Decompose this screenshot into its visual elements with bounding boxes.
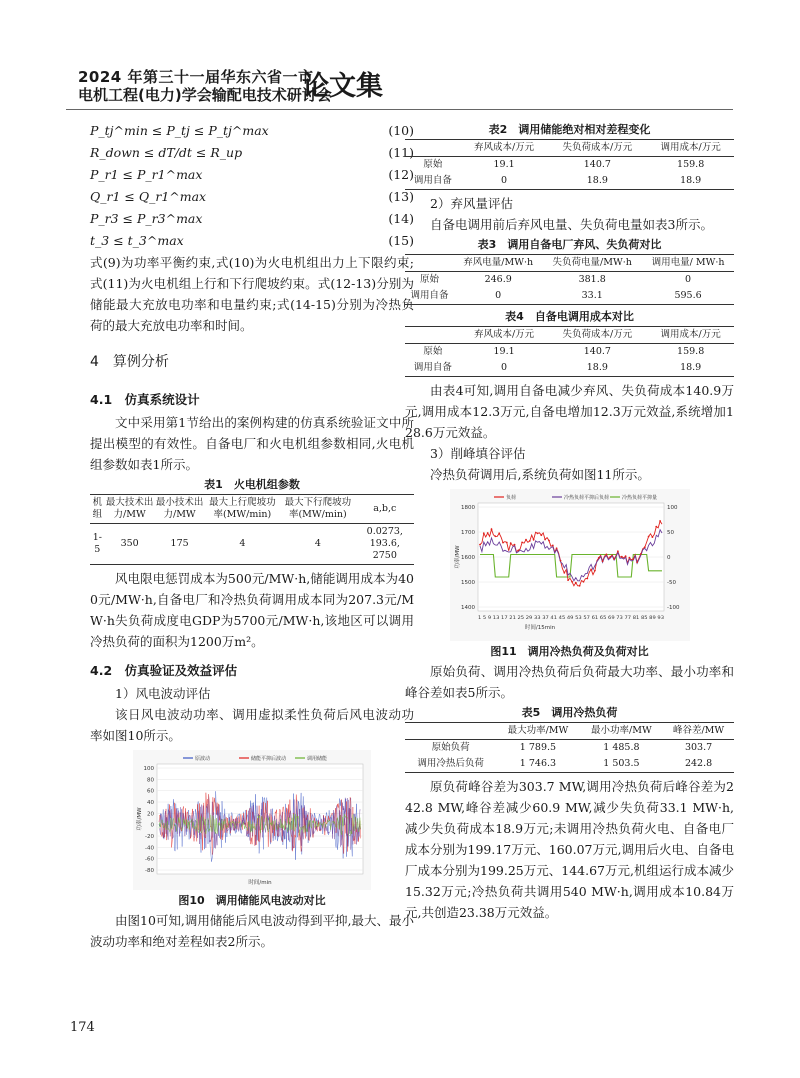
table-header-cell: 峰谷差/MW <box>663 723 734 740</box>
equation-text: R_down ≤ dT/dt ≤ R_up <box>90 145 243 160</box>
figure-11-point <box>498 532 500 534</box>
figure-11-point <box>655 526 657 528</box>
subsection-wind: 1）风电波动评估 <box>115 686 211 701</box>
table-header-cell: 失负荷成本/万元 <box>547 327 647 344</box>
figure-10-legend-label: 原波动 <box>195 756 211 762</box>
table-cell: 18.9 <box>547 360 647 377</box>
figure-11-point <box>640 553 642 555</box>
figure-11-point <box>609 556 611 558</box>
figure-11-point <box>571 581 573 583</box>
table-row <box>405 344 734 361</box>
table-row <box>405 173 734 190</box>
table-header-cell: 最大技术出力/MW <box>105 495 155 524</box>
figure-11-ytick-left: 1700 <box>460 530 475 536</box>
table-header-cell: a,b,c <box>356 495 414 524</box>
figure-11-point <box>578 585 580 587</box>
table-header-cell: 弃风电量/MW·h <box>454 255 542 272</box>
figure-10-ytick: -80 <box>145 868 154 874</box>
equation-text: P_r1 ≤ P_r1^max <box>90 167 203 182</box>
table-header-cell <box>405 255 454 272</box>
table-cell: 1 485.8 <box>603 742 640 753</box>
figure-11-ytick-left: 1500 <box>460 580 475 586</box>
left-column <box>90 120 414 952</box>
figure-11-ytick-right: -100 <box>666 605 679 611</box>
table-cell: 调用冷热后负荷 <box>405 756 496 773</box>
figure-10-ytick: 80 <box>147 777 154 784</box>
figure-10-ytick: 0 <box>150 822 154 829</box>
figure-11-ylabel: 功率/MW <box>454 545 461 569</box>
figure-11-point <box>632 558 634 560</box>
header-title: 论文集 <box>302 71 383 102</box>
figure-11-point <box>517 550 519 552</box>
table-header-cell: 调用成本/万元 <box>647 140 734 157</box>
table-header-cell: 调用成本/万元 <box>647 327 734 344</box>
table-row <box>405 740 734 757</box>
table-row <box>405 288 734 305</box>
figure-11-ytick-right: 0 <box>666 555 670 561</box>
figure-11-point <box>651 536 653 538</box>
table-cell: 140.7 <box>583 346 611 357</box>
table-cell: 381.8 <box>578 274 606 285</box>
table-cell: 1-5 <box>90 524 105 565</box>
figure-11-point <box>544 539 546 541</box>
table-row <box>405 756 734 773</box>
figure-10-caption: 图10 调用储能风电波动对比 <box>178 894 326 907</box>
figure-11 <box>450 489 690 641</box>
figure-11-point <box>559 560 561 562</box>
figure-11-point <box>647 536 649 538</box>
figure-10-ytick: 100 <box>143 766 154 772</box>
figure-11-point <box>528 540 530 542</box>
subsection-curtail: 2）弃风量评估 <box>430 196 513 211</box>
figure-11-point <box>590 569 592 571</box>
paragraph-peak: 冷热负荷调用后,系统负荷如图11所示。 <box>430 467 650 482</box>
figure-11-point <box>513 544 515 546</box>
table-cell: 1 746.3 <box>496 756 579 773</box>
table-cell: 350 <box>105 524 155 565</box>
figure-10-ytick: 20 <box>147 811 154 818</box>
table-header-cell: 最大下行爬坡功率(MW/min) <box>280 495 356 524</box>
paragraph-wind: 该日风电波动功率、调用虚拟柔性负荷后风电波动功率如图10所示。 <box>90 707 414 743</box>
figure-11-point <box>567 579 569 581</box>
paragraph-curtail: 自备电调用前后弃风电量、失负荷电量如表3所示。 <box>430 217 713 232</box>
figure-11-point <box>597 557 599 559</box>
table-header-cell: 弃风成本/万元 <box>461 327 548 344</box>
equation-text: Q_r1 ≤ Q_r1^max <box>90 189 207 204</box>
running-header <box>78 62 728 108</box>
table-cell: 159.8 <box>677 346 705 357</box>
figure-11-point <box>505 542 507 544</box>
figure-11-point <box>509 542 511 544</box>
table-header-cell: 最大功率/MW <box>496 723 579 740</box>
figure-11-point <box>494 535 496 537</box>
equation-number: (15) <box>388 233 414 248</box>
equation-number: (14) <box>388 211 414 226</box>
subsection-peak: 3）削峰填谷评估 <box>430 446 526 461</box>
figure-11-point <box>636 561 638 563</box>
header-line1: 2024 年第三十一届华东六省一市 <box>78 68 314 86</box>
figure-11-point <box>624 555 626 557</box>
figure-10 <box>133 750 371 890</box>
figure-10-ytick: -60 <box>145 856 154 863</box>
header-rule <box>66 109 733 110</box>
paragraph-final: 原负荷峰谷差为303.7 MW,调用冷热负荷后峰谷差为242.8 MW,峰谷差减少60.9 MW,减少失负荷33.1 MW·h,减少失负荷成本18.9万元;未调用冷热负荷火电、自备电厂成本分别为199.17万元、160.07万元,调用后火电、自备电厂成本分别为199.25万元、144.67万元,机组运行成本减少15.32万元;冷热负荷共调用540 MW·h,调用成本10.84万元,共创造23.38万元效益。 <box>405 779 734 920</box>
figure-11-point <box>502 542 504 544</box>
section-4-2-heading: 4.2 仿真验证及效益评估 <box>90 663 238 678</box>
equation-number: (13) <box>388 189 414 204</box>
figure-10-ytick: -20 <box>145 834 154 840</box>
table5-caption: 表5 调用冷热负荷 <box>521 706 618 719</box>
table-cell: 调用自备 <box>405 360 461 377</box>
figure-11-point <box>613 558 615 560</box>
figure-10-ytick: -40 <box>145 845 154 852</box>
table-header-cell: 机组 <box>90 495 105 524</box>
figure-11-point <box>486 532 488 534</box>
figure-11-point <box>594 570 596 572</box>
table4 <box>405 326 734 377</box>
table-cell: 原始 <box>423 346 443 357</box>
figure-11-ytick-right: 50 <box>666 530 674 536</box>
equation-15 <box>90 230 414 252</box>
table1 <box>90 494 414 565</box>
equation-number: (12) <box>388 167 414 182</box>
table1-caption: 表1 火电机组参数 <box>204 478 300 491</box>
table2 <box>405 139 734 190</box>
figure-11-ytick-left: 1600 <box>460 555 475 561</box>
figure-11-point <box>574 582 576 584</box>
figure-11-point <box>605 554 607 556</box>
table-cell: 原始负荷 <box>431 742 470 753</box>
table-header-cell <box>405 140 461 157</box>
section-4-1-heading: 4.1 仿真系统设计 <box>90 392 200 407</box>
figure-10-legend-label: 储能平抑后波动 <box>251 756 287 762</box>
table-row <box>405 157 734 174</box>
figure-11-point <box>479 544 481 546</box>
equation-block <box>90 120 414 252</box>
table-cell: 0 <box>461 360 548 377</box>
table-cell: 调用自备 <box>405 288 454 305</box>
figure-11-point <box>586 578 588 580</box>
paragraph-4-1: 文中采用第1节给出的案例构建的仿真系统验证文中所提出模型的有效性。自备电厂和火电机组参数相同,火电机组参数如表1所示。 <box>90 415 414 472</box>
figure-11-point <box>540 534 542 536</box>
paragraph-after-fig10: 由图10可知,调用储能后风电波动得到平抑,最大、最小波动功率和绝对差程如表2所示。 <box>90 913 414 949</box>
table-cell: 0.0273, 193.6, 2750 <box>356 524 414 565</box>
figure-11-point <box>548 540 550 542</box>
paragraph-table4: 由表4可知,调用自备电减少弃风、失负荷成本140.9万元,调用成本12.3万元,自备电增加12.3万元效益,系统增加128.6万元效益。 <box>405 383 734 440</box>
table-cell: 1 503.5 <box>580 756 663 773</box>
table-cell: 246.9 <box>484 274 512 285</box>
equation-text: P_tj^min ≤ P_tj ≤ P_tj^max <box>90 123 269 138</box>
right-column <box>405 120 734 923</box>
figure-11-caption: 图11 调用冷热负荷及负荷对比 <box>490 645 649 658</box>
figure-10-ylabel: 功率/MW <box>137 807 143 831</box>
figure-11-point <box>617 550 619 552</box>
table-row <box>405 272 734 289</box>
header-line2: 电机工程(电力)学会输配电技术研讨会 <box>78 86 332 104</box>
table-cell: 303.7 <box>684 742 713 753</box>
figure-11-point <box>482 532 484 534</box>
figure-11-ytick-right: 100 <box>666 505 677 511</box>
figure-11-ytick-left: 1800 <box>460 505 475 511</box>
figure-11-point <box>563 572 565 574</box>
figure-10-ytick: 60 <box>147 788 154 795</box>
table-cell: 0 <box>454 288 542 305</box>
table-cell: 595.6 <box>642 288 734 305</box>
table-cell: 原始 <box>420 274 440 285</box>
figure-11-point <box>551 545 553 547</box>
table-cell: 18.9 <box>547 173 647 190</box>
figure-11-point <box>532 539 534 541</box>
figure-11-point <box>521 542 523 544</box>
table-header-cell <box>405 327 461 344</box>
table-header-cell <box>405 723 496 740</box>
table-header-cell: 调用电量/ MW·h <box>642 255 734 272</box>
figure-11-legend-label: 负荷 <box>505 495 516 501</box>
table-cell: 1 789.5 <box>519 742 557 753</box>
figure-11-ytick-left: 1400 <box>460 605 475 611</box>
table-header-cell: 失负荷成本/万元 <box>547 140 647 157</box>
figure-10-xlabel: 时间/min <box>248 880 272 886</box>
table2-caption: 表2 调用储能绝对相对差程变化 <box>488 123 651 136</box>
equation-11 <box>90 142 414 164</box>
table3 <box>405 254 734 305</box>
table-cell: 19.1 <box>493 159 515 170</box>
table-cell: 4 <box>280 524 356 565</box>
equation-number: (10) <box>388 123 414 138</box>
table5 <box>405 722 734 773</box>
equation-text: t_3 ≤ t_3^max <box>90 233 184 248</box>
equation-13 <box>90 186 414 208</box>
figure-11-point <box>643 546 645 548</box>
figure-11-point <box>555 547 557 549</box>
figure-10-legend-label: 调用储能 <box>307 756 328 762</box>
equation-number: (11) <box>388 145 414 160</box>
table-row <box>405 360 734 377</box>
section-4-heading: 4 算例分析 <box>90 354 169 370</box>
table3-caption: 表3 调用自备电厂弃风、失负荷对比 <box>477 238 662 251</box>
figure-10-chart <box>133 750 371 890</box>
equation-text: P_r3 ≤ P_r3^max <box>90 211 203 226</box>
table-header-cell: 失负荷电量/MW·h <box>542 255 642 272</box>
figure-11-point <box>536 533 538 535</box>
page-number: 174 <box>70 1020 95 1035</box>
figure-11-point <box>628 557 630 559</box>
equation-10 <box>90 120 414 142</box>
figure-11-point <box>525 539 527 541</box>
figure-11-point <box>601 560 603 562</box>
paragraph-table5: 原始负荷、调用冷热负荷后负荷最大功率、最小功率和峰谷差如表5所示。 <box>405 664 734 700</box>
table-cell: 159.8 <box>677 159 705 170</box>
equation-12 <box>90 164 414 186</box>
table-header-cell: 最小技术出力/MW <box>155 495 205 524</box>
table4-caption: 表4 自备电调用成本对比 <box>505 310 634 323</box>
table-row <box>90 524 414 565</box>
figure-11-legend-label: 冷热负荷平抑量 <box>621 495 657 501</box>
table-cell: 4 <box>205 524 281 565</box>
table-cell: 18.9 <box>647 173 734 190</box>
figure-11-point <box>659 520 661 522</box>
figure-10-ytick: 40 <box>147 800 154 806</box>
table-cell: 调用自备 <box>405 173 461 190</box>
figure-11-point <box>490 528 492 530</box>
table-cell: 0 <box>685 274 692 285</box>
figure-11-xlabel: 时间/15min <box>524 625 555 631</box>
figure-11-legend-label: 冷热负荷平抑后负荷 <box>563 495 609 501</box>
figure-11-xticks: 1 5 9 13 17 21 25 29 33 37 41 45 49 53 57 61 65 69 73 77 81 85 89 93 <box>477 616 643 621</box>
table-header-cell: 最大上行爬坡功率(MW/min) <box>205 495 281 524</box>
table-cell: 19.1 <box>493 346 515 357</box>
paragraph-cost: 风电限电惩罚成本为500元/MW·h,储能调用成本为400元/MW·h,自备电厂和冷热负荷调用成本同为207.3元/MW·h失负荷成度电GDP为5700元/MW·h,该地区可以调用冷热负荷的面积为1200万m²。 <box>90 571 414 649</box>
figure-11-ytick-right: -50 <box>666 580 676 586</box>
table-cell: 175 <box>155 524 205 565</box>
table-cell: 18.9 <box>647 360 734 377</box>
table-header-cell: 最小功率/MW <box>580 723 663 740</box>
figure-11-point <box>582 581 584 583</box>
figure-11-point <box>620 556 622 558</box>
table-cell: 33.1 <box>542 288 642 305</box>
table-cell: 原始 <box>423 159 443 170</box>
table-cell: 242.8 <box>663 756 734 773</box>
table-header-cell: 弃风成本/万元 <box>461 140 548 157</box>
equation-14 <box>90 208 414 230</box>
figure-11-chart <box>450 489 690 641</box>
table-cell: 0 <box>461 173 548 190</box>
paragraph-constraints: 式(9)为功率平衡约束,式(10)为火电机组出力上下限约束;式(11)为火电机组上行和下行爬坡约束。式(12-13)分别为储能最大充放电功率和电量约束;式(14-15)分别为冷热负荷的最大充放电功率和时间。 <box>90 255 414 333</box>
table-cell: 140.7 <box>583 159 611 170</box>
